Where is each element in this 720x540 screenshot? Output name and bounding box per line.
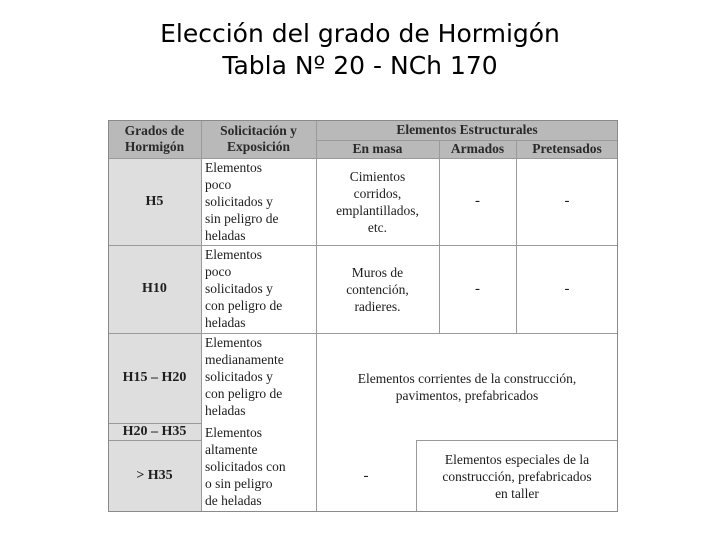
pretensados-h10: - (516, 245, 618, 333)
exposure-h15-h20: Elementos medianamente solicitados y con peligro de heladas (201, 333, 316, 423)
grid-line (416, 440, 417, 512)
grid-line (439, 140, 440, 333)
header-grades: Grados de Hormigón (108, 120, 201, 158)
grid-line (416, 440, 618, 441)
exposure-h10: Elementos poco solicitados y con peligro de heladas (201, 245, 316, 333)
concrete-grade-table (108, 120, 618, 512)
grade-h20-h35: H20 – H35 (108, 423, 201, 440)
en-masa-h35: - (316, 440, 416, 512)
header-structural-elements: Elementos Estructurales (316, 120, 618, 140)
en-masa-h10: Muros de contención, radieres. (316, 245, 439, 333)
exposure-h20-h35: Elementos altamente solicitados con o sin peligro de heladas (201, 423, 316, 512)
grid-line (516, 140, 517, 333)
grade-h5: H5 (108, 158, 201, 245)
grid-line (108, 333, 618, 334)
armados-h5: - (439, 158, 516, 245)
merged-h35: Elementos especiales de la construcción, prefabricados en taller (416, 440, 618, 512)
grid-line (108, 158, 618, 159)
grid-line (316, 140, 618, 141)
grade-h15-h20: H15 – H20 (108, 333, 201, 423)
header-pretensados: Pretensados (516, 140, 618, 158)
merged-h15-h20: Elementos corrientes de la construcción, pavimentos, prefabricados (316, 333, 618, 440)
grid-line (108, 245, 618, 246)
pretensados-h5: - (516, 158, 618, 245)
grid-line (316, 120, 317, 512)
armados-h10: - (439, 245, 516, 333)
title-line-1: Elección del grado de Hormigón (160, 19, 560, 48)
slide-title (0, 18, 720, 82)
grade-h10: H10 (108, 245, 201, 333)
header-exposure: Solicitación y Exposición (201, 120, 316, 158)
header-armados: Armados (439, 140, 516, 158)
grid-line (201, 120, 202, 512)
title-line-2: Tabla Nº 20 - NCh 170 (222, 51, 498, 80)
exposure-h5: Elementos poco solicitados y sin peligro de heladas (201, 158, 316, 245)
grade-h35-plus: > H35 (108, 440, 201, 512)
en-masa-h5: Cimientos corridos, emplantillados, etc. (316, 158, 439, 245)
grid-line (108, 423, 201, 424)
header-en-masa: En masa (316, 140, 439, 158)
grid-line (108, 440, 201, 441)
